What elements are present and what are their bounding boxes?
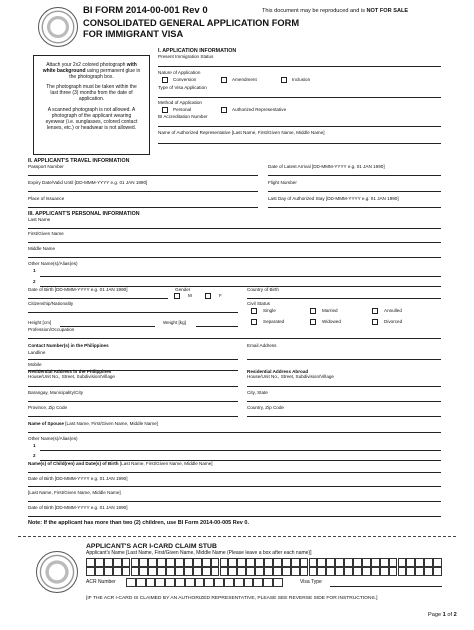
citizenship-label: Citizenship/Nationality: [28, 301, 74, 306]
province-field[interactable]: [28, 416, 238, 417]
char-box[interactable]: [371, 558, 380, 567]
char-box[interactable]: [246, 567, 255, 576]
child-1-dob-label: Date of Birth [DD-MMM-YYYY e.g. 01 JAN 1990]: [28, 476, 128, 481]
email-label: Email Address: [247, 343, 277, 348]
stub-title: APPLICANT'S ACR I-CARD CLAIM STUB: [86, 543, 217, 550]
char-box[interactable]: [415, 567, 424, 576]
section3-heading: III. APPLICANT'S PERSONAL INFORMATION: [28, 211, 140, 217]
rep-name-label: Name of Authorized Representative [Last Name, First/Given Name, Middle Name]: [158, 130, 325, 135]
spouse-field[interactable]: [28, 432, 441, 433]
char-box[interactable]: [113, 558, 122, 567]
weight-label: Weight [kg]: [163, 320, 186, 325]
gender-female-label: F: [219, 293, 222, 298]
char-box[interactable]: [264, 558, 273, 567]
stub-name-boxes-row2[interactable]: [86, 567, 442, 576]
authorized-rep-label: Authorized Representative: [232, 107, 287, 112]
first-name-label: First/Given Name: [28, 231, 64, 236]
char-box[interactable]: [95, 558, 104, 567]
profession-field[interactable]: [28, 338, 441, 339]
char-box[interactable]: [282, 558, 291, 567]
passport-field[interactable]: [28, 175, 258, 176]
char-box[interactable]: [86, 567, 95, 576]
char-box[interactable]: [237, 567, 246, 576]
civil-status-label: Civil Status: [247, 301, 270, 306]
expiry-field[interactable]: [28, 191, 258, 192]
country-zip-label: Country, Zip Code: [247, 405, 284, 410]
spouse-aliases-label: Other Name(s)/Alias(es): [28, 436, 78, 441]
form-title-line1: CONSOLIDATED GENERAL APPLICATION FORM: [83, 18, 300, 28]
bureau-seal: [38, 7, 78, 47]
notice-text: This document may be reproduced and is: [262, 8, 365, 14]
citizenship-field[interactable]: [28, 312, 238, 313]
annulled-label: Annulled: [384, 308, 402, 313]
char-box[interactable]: [273, 567, 282, 576]
city-state-field[interactable]: [247, 401, 441, 402]
personal-label: Personal: [173, 107, 192, 112]
photo-text-c: using permanent glue in the photograph box.: [69, 68, 141, 81]
conversion-label: Conversion: [173, 77, 197, 82]
flight-label: Flight Number: [268, 180, 297, 185]
children-label-rest: [Last Name, First/Given Name, Middle Name]: [119, 461, 213, 466]
stub-footer-note: [IF THE ACR I-CARD IS CLAIMED BY AN AUTHORIZED REPRESENTATIVE, PLEASE SEE REVERSE SIDE FOR INSTRUCTIONS.]: [86, 596, 378, 601]
annulled-checkbox[interactable]: [372, 308, 378, 314]
acr-number-boxes[interactable]: [126, 578, 284, 587]
single-label: Single: [263, 308, 276, 313]
aliases-label: Other Name(s)/Alias(es): [28, 261, 78, 266]
form-number: BI FORM 2014-00-001 Rev 0: [83, 5, 208, 16]
char-box[interactable]: [148, 567, 157, 576]
present-status-field[interactable]: [158, 66, 441, 67]
accreditation-field[interactable]: [158, 126, 441, 127]
stub-name-boxes-row1[interactable]: [86, 558, 442, 567]
res-abroad-house-label: House/Unit No., Street, Subdivision/Village: [247, 374, 334, 379]
children-label: [28, 461, 213, 466]
char-box[interactable]: [317, 567, 326, 576]
char-box[interactable]: [424, 567, 433, 576]
cut-line: [18, 536, 456, 537]
char-box[interactable]: [253, 578, 263, 587]
present-status-label: Present Immigration Status: [158, 54, 214, 59]
child-1-dob-field[interactable]: [28, 486, 441, 487]
char-box[interactable]: [131, 567, 140, 576]
char-box[interactable]: [389, 567, 398, 576]
page-total: 2: [453, 612, 457, 618]
child-2-name-field[interactable]: [28, 501, 441, 502]
inclusion-checkbox[interactable]: [281, 77, 287, 83]
char-box[interactable]: [202, 558, 211, 567]
page-current: 1: [442, 612, 446, 618]
char-box[interactable]: [228, 567, 237, 576]
char-box[interactable]: [273, 578, 283, 587]
height-field[interactable]: [60, 326, 155, 327]
child-1-name-field[interactable]: [28, 472, 441, 473]
passport-label: Passport Number: [28, 164, 64, 169]
char-box[interactable]: [335, 567, 344, 576]
page-label: Page: [428, 612, 442, 618]
res-ph-house-field[interactable]: [28, 386, 238, 387]
accreditation-label: BI Accreditation Number: [158, 114, 208, 119]
spouse-label: [28, 421, 158, 426]
res-abroad-heading: Residential Address Abroad: [247, 369, 309, 374]
char-box[interactable]: [309, 558, 318, 567]
char-box[interactable]: [175, 578, 185, 587]
mobile-label: Mobile: [28, 362, 42, 367]
char-box[interactable]: [344, 558, 353, 567]
middle-name-field[interactable]: [28, 257, 441, 258]
place-issuance-label: Place of Issuance: [28, 196, 65, 201]
contact-heading: Contact Number(s) in the Philippines: [28, 343, 109, 348]
char-box[interactable]: [175, 567, 184, 576]
acr-label: ACR Number: [86, 579, 116, 585]
char-box[interactable]: [122, 567, 131, 576]
char-box[interactable]: [433, 558, 442, 567]
last-name-label: Last Name: [28, 217, 51, 222]
char-box[interactable]: [104, 558, 113, 567]
char-box[interactable]: [139, 558, 148, 567]
province-label: Province, Zip Code: [28, 405, 68, 410]
first-name-field[interactable]: [28, 242, 441, 243]
char-box[interactable]: [220, 567, 229, 576]
alias-1-field[interactable]: [40, 276, 441, 277]
country-birth-field[interactable]: [247, 298, 441, 299]
char-box[interactable]: [362, 558, 371, 567]
photo-instruction-2: The photograph must be taken within the last three (3) months from the date of application.: [46, 84, 137, 103]
spouse-label-bold: Name of Spouse: [28, 421, 64, 426]
char-box[interactable]: [136, 578, 146, 587]
alias-1-number: 1: [33, 268, 36, 273]
profession-label: Profession/Occupation: [28, 327, 75, 332]
visa-type-stub-field[interactable]: [330, 586, 442, 587]
spouse-alias-1-field[interactable]: [40, 450, 441, 451]
photo-instruction-1: [42, 62, 141, 80]
page-of: of: [447, 612, 452, 618]
gender-male-label: M: [188, 293, 192, 298]
char-box[interactable]: [211, 567, 220, 576]
char-box[interactable]: [86, 558, 95, 567]
char-box[interactable]: [184, 558, 193, 567]
form-title-line2: FOR IMMIGRANT VISA: [83, 29, 184, 39]
char-box[interactable]: [175, 558, 184, 567]
char-box[interactable]: [406, 558, 415, 567]
latest-arrival-field[interactable]: [268, 175, 441, 176]
last-name-field[interactable]: [28, 228, 441, 229]
char-box[interactable]: [146, 578, 156, 587]
char-box[interactable]: [104, 567, 113, 576]
personal-checkbox[interactable]: [162, 107, 168, 113]
barangay-field[interactable]: [28, 401, 238, 402]
char-box[interactable]: [300, 558, 309, 567]
char-box[interactable]: [326, 567, 335, 576]
inclusion-label: Inclusion: [292, 77, 311, 82]
section1-heading: I. APPLICATION INFORMATION: [158, 48, 237, 54]
char-box[interactable]: [433, 567, 442, 576]
char-box[interactable]: [204, 578, 214, 587]
char-box[interactable]: [380, 558, 389, 567]
char-box[interactable]: [255, 558, 264, 567]
expiry-label: Expiry Date/Valid Until [DD-MMM-YYYY e.g. 01 JAN 1990]: [28, 180, 148, 185]
gender-label: Gender: [175, 287, 191, 292]
char-box[interactable]: [148, 558, 157, 567]
barangay-label: Barangay, Municipality/City: [28, 390, 84, 395]
char-box[interactable]: [228, 558, 237, 567]
conversion-checkbox[interactable]: [162, 77, 168, 83]
char-box[interactable]: [353, 567, 362, 576]
height-label: Height [cm]: [28, 320, 52, 325]
reproduction-notice: [262, 8, 408, 14]
widowed-checkbox[interactable]: [310, 319, 316, 325]
children-label-bold: Name(s) of Child(ren) and Date(s) of Birth: [28, 461, 119, 466]
char-box[interactable]: [326, 558, 335, 567]
notice-bold: NOT FOR SALE: [366, 8, 409, 14]
char-box[interactable]: [193, 558, 202, 567]
char-box[interactable]: [202, 567, 211, 576]
char-box[interactable]: [344, 567, 353, 576]
char-box[interactable]: [244, 578, 254, 587]
res-ph-house-label: House/Unit No., Street, Subdivision/Village: [28, 374, 115, 379]
char-box[interactable]: [291, 567, 300, 576]
char-box[interactable]: [380, 567, 389, 576]
country-birth-label: Country of Birth: [247, 287, 279, 292]
nature-label: Nature of Application: [158, 70, 201, 75]
flight-field[interactable]: [268, 191, 441, 192]
char-box[interactable]: [362, 567, 371, 576]
char-box[interactable]: [131, 558, 140, 567]
married-label: Married: [322, 308, 338, 313]
char-box[interactable]: [220, 558, 229, 567]
married-checkbox[interactable]: [310, 308, 316, 314]
method-label: Method of Application: [158, 100, 202, 105]
char-box[interactable]: [122, 558, 131, 567]
landline-field[interactable]: [28, 359, 238, 360]
char-box[interactable]: [255, 567, 264, 576]
separated-label: Separated: [263, 319, 285, 324]
char-box[interactable]: [291, 558, 300, 567]
char-box[interactable]: [184, 567, 193, 576]
char-box[interactable]: [166, 567, 175, 576]
city-state-label: City, State: [247, 390, 268, 395]
section2-heading: II. APPLICANT'S TRAVEL INFORMATION: [28, 158, 130, 164]
child-2-dob-label: Date of Birth [DD-MMM-YYYY e.g. 01 JAN 1990]: [28, 505, 128, 510]
char-box[interactable]: [195, 578, 205, 587]
char-box[interactable]: [126, 578, 136, 587]
weight-field[interactable]: [196, 326, 238, 327]
latest-arrival-label: Date of Latest Arrival [DD-MMM-YYYY e.g. 01 JAN 1990]: [268, 164, 385, 169]
alias-2-number: 2: [33, 279, 36, 284]
char-box[interactable]: [211, 558, 220, 567]
photo-instruction-3: A scanned photograph is not allowed. A photograph of the applicant wearing eyewear (i.e. sunglasses, colored contact lenses, etc.) or headwear is not allowed.: [45, 106, 138, 131]
char-box[interactable]: [398, 558, 407, 567]
photo-text-b: with white background: [42, 62, 137, 75]
stub-seal: [36, 551, 78, 593]
divorced-checkbox[interactable]: [372, 319, 378, 325]
photo-text-a: Attach your 2x2 colored photograph: [46, 62, 126, 68]
char-box[interactable]: [165, 578, 175, 587]
gender-male-checkbox[interactable]: [174, 293, 180, 299]
char-box[interactable]: [155, 578, 165, 587]
authorized-rep-checkbox[interactable]: [221, 107, 227, 113]
char-box[interactable]: [237, 558, 246, 567]
char-box[interactable]: [246, 558, 255, 567]
landline-label: Landline: [28, 350, 46, 355]
spouse-alias-1-number: 1: [33, 443, 36, 448]
child-2-dob-field[interactable]: [28, 516, 441, 517]
dob-label: Date of Birth [DD-MMM-YYYY e.g. 01 JAN 1990]: [28, 287, 128, 292]
res-ph-heading: Residential Address in the Philippines: [28, 369, 112, 374]
child-2-name-label: [Last Name, First/Given Name, Middle Name]: [28, 490, 121, 495]
char-box[interactable]: [309, 567, 318, 576]
middle-name-label: Middle Name: [28, 246, 56, 251]
char-box[interactable]: [224, 578, 234, 587]
widowed-label: Widowed: [322, 319, 341, 324]
page-number: [428, 612, 457, 618]
char-box[interactable]: [214, 578, 224, 587]
visa-type-label: Type of Visa Application: [158, 85, 207, 90]
char-box[interactable]: [264, 567, 273, 576]
char-box[interactable]: [193, 567, 202, 576]
visa-type-stub-label: Visa Type: [300, 579, 322, 585]
char-box[interactable]: [317, 558, 326, 567]
char-box[interactable]: [263, 578, 273, 587]
char-box[interactable]: [335, 558, 344, 567]
char-box[interactable]: [353, 558, 362, 567]
char-box[interactable]: [300, 567, 309, 576]
char-box[interactable]: [406, 567, 415, 576]
children-note: Note: If the applicant has more than two (2) children, use BI Form 2014-00-005 Rev 0.: [28, 520, 249, 526]
char-box[interactable]: [166, 558, 175, 567]
char-box[interactable]: [157, 567, 166, 576]
spouse-label-rest: [Last Name, First/Given Name, Middle Name]: [65, 421, 158, 426]
email-field[interactable]: [247, 359, 441, 360]
stub-name-label: Applicant's Name [Last Name, First/Given Name, Middle Name (Please leave a box after each name)]: [86, 550, 312, 556]
char-box[interactable]: [157, 558, 166, 567]
char-box[interactable]: [389, 558, 398, 567]
place-issuance-field[interactable]: [28, 207, 258, 208]
rep-name-field[interactable]: [158, 143, 441, 144]
char-box[interactable]: [398, 567, 407, 576]
last-day-label: Last Day of Authorized Stay [DD-MMM-YYYY e.g. 01 JAN 1990]: [268, 196, 399, 201]
char-box[interactable]: [282, 567, 291, 576]
char-box[interactable]: [185, 578, 195, 587]
char-box[interactable]: [415, 558, 424, 567]
char-box[interactable]: [113, 567, 122, 576]
res-abroad-house-field[interactable]: [247, 386, 441, 387]
char-box[interactable]: [371, 567, 380, 576]
char-box[interactable]: [424, 558, 433, 567]
gender-female-checkbox[interactable]: [205, 293, 211, 299]
divorced-label: Divorced: [384, 319, 403, 324]
separated-checkbox[interactable]: [251, 319, 257, 325]
spouse-alias-2-number: 2: [33, 453, 36, 458]
amendment-checkbox[interactable]: [221, 77, 227, 83]
dob-field[interactable]: [28, 298, 168, 299]
visa-type-field[interactable]: [158, 97, 441, 98]
photo-box[interactable]: [33, 55, 150, 155]
last-day-field[interactable]: [268, 207, 441, 208]
char-box[interactable]: [234, 578, 244, 587]
char-box[interactable]: [139, 567, 148, 576]
amendment-label: Amendment: [232, 77, 257, 82]
single-checkbox[interactable]: [251, 308, 257, 314]
country-zip-field[interactable]: [247, 416, 441, 417]
char-box[interactable]: [95, 567, 104, 576]
char-box[interactable]: [273, 558, 282, 567]
